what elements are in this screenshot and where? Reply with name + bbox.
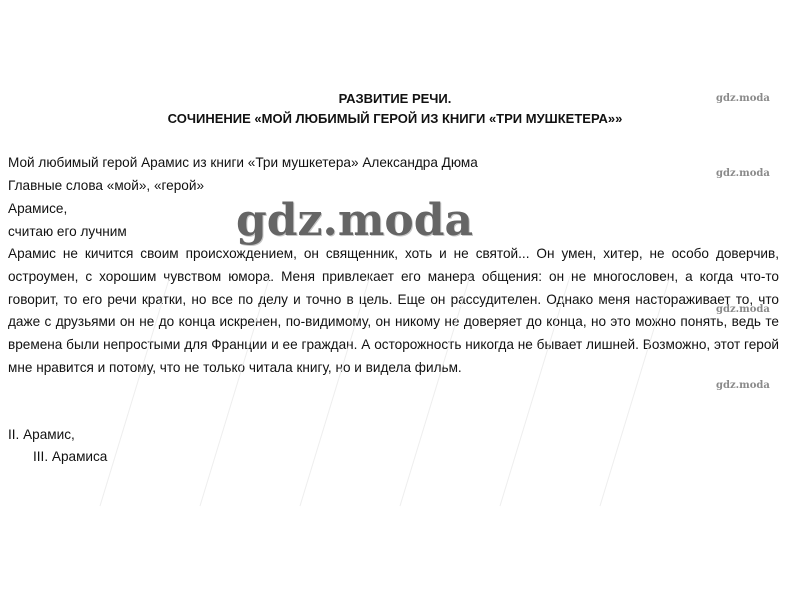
watermark-small-3: gdz.moda	[716, 304, 770, 315]
document-title: РАЗВИТИЕ РЕЧИ.	[338, 91, 452, 106]
watermark-large: gdz.moda	[236, 195, 474, 246]
text-line-2: Главные слова «мой», «герой»	[8, 178, 205, 193]
text-line-3: Арамисе,	[8, 201, 68, 216]
text-line-4: считаю его лучним	[8, 224, 127, 239]
watermark-small-4: gdz.moda	[716, 380, 770, 391]
document-subtitle: СОЧИНЕНИЕ «МОЙ ЛЮБИМЫЙ ГЕРОЙ ИЗ КНИГИ «ТРИ МУШКЕТЕРА»»	[167, 111, 623, 126]
list-item-2: III. Арамиса	[33, 449, 108, 464]
watermark-small-2: gdz.moda	[716, 168, 770, 179]
text-line-1: Мой любимый герой Арамис из книги «Три мушкетера» Александра Дюма	[8, 155, 478, 170]
list-item-1: II. Арамис,	[8, 427, 75, 442]
watermark-small-1: gdz.moda	[716, 93, 770, 104]
essay-paragraph: Арамис не кичится своим происхождением, он священник, хоть и не святой... Он умен, хитер, не особо доверчив, остроумен, с хорошим чувством юмора. Меня привлекает его манера общения: он не многословен, а когда что-то говорит, то его речи кратки, но все по делу и точно в цель. Еще он рассудителен. Однако меня настораживает то, что даже с друзьями он не до конца искренен, по-видимому, он никому не доверяет до конца, но это можно понять, ведь те времена были непростыми для Франции и ее граждан. А осторожность никогда не бывает лишней. Возможно, этот герой мне нравится и потому, что не только читала книгу, но и видела фильм.	[8, 246, 779, 375]
